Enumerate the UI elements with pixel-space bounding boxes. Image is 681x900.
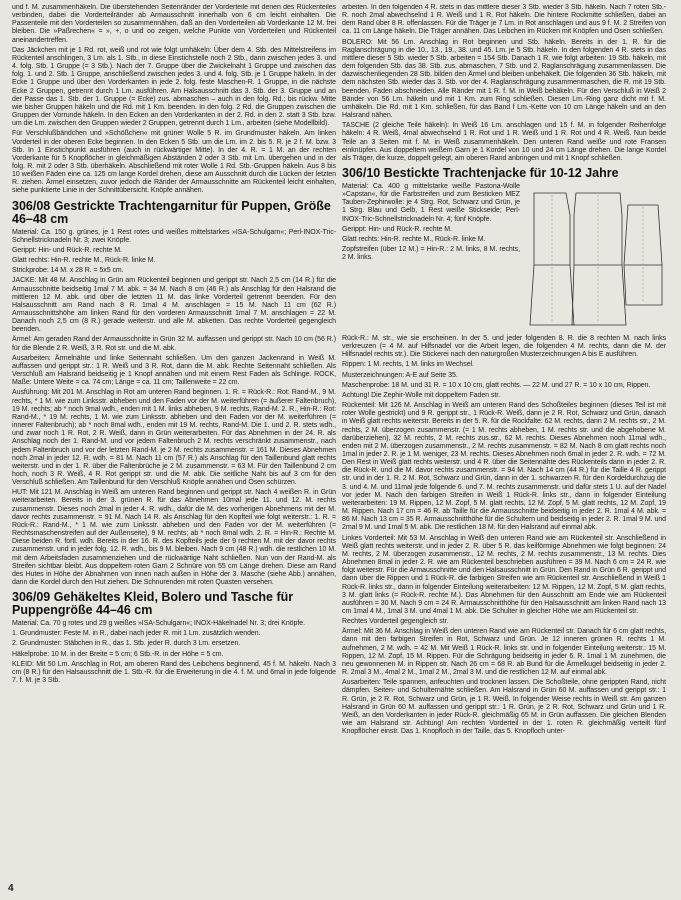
pattern-pieces <box>526 185 666 335</box>
paragraph: Material: Ca. 400 g mittelstarke weiße Pastona-Wolle »Capstan«, für die Farbstreifen und zum Besticken MEZ Tauben-Zephirwolle: je 4 Strg. Rot, Schwarz und Grün, je 1 Strg. Blau und Gelb, 1 Rest weiße Stickseide; Perl-INOX-Tric-Schnellstricknadeln Nr. 4; fünf Knöpfe. <box>342 182 520 223</box>
paragraph: Maschenprobe: 18 M. und 31 R. = 10 x 10 cm, glatt rechts. — 22 M. und 27 R. = 10 x 10 cm, Rippen. <box>342 381 651 389</box>
paragraph: Rück-R.: M. str., wie sie erscheinen. In der 5. und jeder folgenden 8. R. die 8 rechten M. nach links verkreuzen (= 4 M. auf Hilfsnadel vor die Arbeit legen, die folgenden 4 M. rechts, dann die M. der Hilfsnadel rechts str.). Die Stickerei nach den naturgroßen Musterzeichnungen A bis E ausführen. <box>342 334 666 359</box>
left-column <box>12 4 336 888</box>
paragraph: Das Jäckchen mit je 1 Rd. rot, weiß und rot wie folgt umhäkeln: Über dem 4. Stb. des Mittelstreifens im Rückenteil anschlingen, 3 Lm. als 1. Stb., in diese Einstichstelle noch 2 Stb., dann zwischen jedes 3. und 4. folg. Stb. 1 Gruppe (= 3 Stb.). Nach der 7. Gruppe über die Zwickelnaht 1 Gruppe und zwischen das folg. 1. und 2. Stb. 1 Gruppe, anschließend zwischen jedes 3. und 4. folg. Stb. je 1 Gruppe häkeln. In der Ecke 1 Gruppe und über den Vorderkanten in jede 2. folg. feste Maschen-R. 1 Gruppe, in die nächste Ecke 2 Gruppen, getrennt durch 1 Lm. ausführen. Am Halsausschnitt das 3. Stb. der 3. Gruppe und an der Passe das 1. Stb. der 1. Gruppe (= Ecke) zus. abmaschen – auch in den folg. Rd.; bis rückw. Mitte wie bisher Gruppen häkeln und die Rd. mit 1 Km. beenden. In den folg. 2 Rd. die Gruppen zwischen die Gruppen der Vorrunde häkeln. In den Ecken an den Vorderkanten in der 2. Rd. in den 2. statt 3 Stb. bzw. um die Lm. zwischen den Gruppen wieder 2 Gruppen, getrennt durch 1 Lm., arbeiten (siehe Modellbild). <box>12 46 336 128</box>
paragraph: Zopfstreifen (über 12 M.) = Hin-R.: 2 M. links, 8 M. rechts, 2 M. links. <box>342 246 520 262</box>
paragraph: arbeiten. In den folgenden 4 R. stets in das mittlere dieser 3 Stb. wieder 3 Stb. häkeln. Nach 7 roten Stb.-R. noch 2mal abwechselnd 1 R. Weiß und 1 R. Rot häkeln. Die hintere Rockmitte schließen, dabei an dem Rand über 8 R. offenlassen. Für die Träger je 7 Lm. in Rot anschlagen und aus 9 f. M. 2 Streifen von ca. 11 cm Länge häkeln. Die Träger annähen. Das Leibchen im Rücken mit Knöpfen und Ösen schließen. <box>342 4 666 36</box>
paragraph: Ausführung: Mit 201 M. Anschlag in Rot am unteren Rand beginnen. 1. R. = Rück-R.: Rot: Rand-M., 9 M. rechts, * 1 M. wie zum Linksstr. abheben und den Faden vor der M. weiterführen (= äußerer Faltenbruch), 19 M. rechts; ab * noch 9mal wdh., enden mit 1 M. links abheben, 9 M. rechts, Rand-M. 2. R., Hin-R.: Rot: Rand-M., * 19 M. rechts, 1 M. wie zum Linksstr. abheben und den Faden vor der M. weiterführen (= innerer Faltenbruch); ab * noch 8mal wdh., enden mit 19 M. rechts, Rand-M. Die 1. und 2. R. stets wdh., und zwar noch 1 R. Rot, 2 R. Weiß, dann in Grün weiterarbeiten. Für das Abnehmen in der 24. R. als Anschlag noch der 1. Rand-M. und vor jedem Faltenbruch 2 M. rechts verschränkt zusammenstr., nach jedem Faltenbruch und vor der letzten Rand-M. je 2 M. rechts zusammenstr. = 161 M. Dieses Abnehmen noch 2mal in jeder 12. R. wdh. = 81 M. Nach 11 cm (57 R.) als Anschlag für den Taillenbund glatt rechts weiterstr. und in der 1. R. über die Faltenbrüche je 2 M. zusammenstr. = 63 M. Für den Taillenbund 2 cm hoch, noch 3 R. Weiß, 4 R. Rot gerippt str. und die M. abk. Die seitliche Naht bis auf 3 cm für den Verschluß schließen. Am Taillenbund für den Verschluß Knöpfe annähen und Ösen schürzen. <box>12 389 336 487</box>
section-heading: 306/09 Gehäkeltes Kleid, Bolero und Tasche für Puppengröße 44–46 cm <box>12 590 294 618</box>
paragraph: Glatt rechts: Hin-R. rechte M., Rück-R. linke M. <box>12 257 156 265</box>
paragraph: Ausarbeiten: Teile spannen, anfeuchten und trocknen lassen. Die Schoßteile, ohne gerippten Rand, nicht dämpfen. Seiten- und Schulternähte schließen. Am Halsrand in Grün 60 M. auffassen und gerippt str.: 1 R. Grün, je 2 R. Rot, Schwarz und Grün, je 1 R. Weiß. In folgender Weise rechts in Weiß str. Am ganzen Halsrand in Grün 60 M. auffassen und gerippt str.: 1 R. Grün, je 2 R. Rot, Schwarz und Grün und 1 R. Weiß, an den Vorderkanten in jeder Rück-R. gleichmäßig 65 M. in Grün auffassen. Die gleichen Blenden wie am Halsrand str. Achtung! Am rechten Vorderteil in der 1. roten R. gleichmäßig verteilt fünf Knopflöcher einstr. Das 1. Knopfloch in der Taille, das 5. Knopfloch unter- <box>342 679 666 736</box>
paragraph: Ärmel: Am geraden Rand der Armausschnitte in Grün 32 M. auffassen und gerippt str. Nach 10 cm (56 R.) für die Blende 2 R. Weiß, 3 R. Rot str. und die M. abk. <box>12 336 336 352</box>
paragraph: Achtung! Die Zephir-Wolle mit doppeltem Faden str. <box>342 391 501 399</box>
paragraph: Gerippt: Hin- und Rück-R. rechte M. <box>342 225 452 233</box>
paragraph: Gerippt: Hin- und Rück-R. rechte M. <box>12 246 122 254</box>
back-skirt-outline <box>572 265 626 325</box>
paragraph: Für Verschlußbändchen und »Schößchen« mit grüner Wolle 5 R. im Grundmuster häkeln. Am linken Vorderteil in der oberen Ecke beginnen. In den Ecken 5 Stb. um die Lm. im 2. bis 5. R. je 2 f. M. bzw. 3 Stb. In 1 Einstichpunkt ausführen (auch in rückwärtiger Mitte). In der 4. R. = 1 M. an der rechten Vorderkante für 5 Knopflöcher in gleichmäßigen Abständen 2 oder 3 Stb. mit Lm. übergehen und in der folg. R. mit 2 oder 3 Stb. überhäkeln. Abschließend mit roter Wolle 1 Rd. Stb.-Gruppen häkeln. Aus 8 bis 10 weißen Fäden eine ca. 125 cm lange Kordel drehen, diese am Ausschnitt durch die Lücken der letzten R. ziehen. Ärmel einsetzen, zuvor jedoch die Ränder der Armausschnitte am Rückenteil leicht einhalten, siehe punktierte Linie in der Schnittübersicht. Knöpfe annähen. <box>12 130 336 195</box>
paragraph: BOLERO: Mit 56 Lm. Anschlag in Rot beginnen und Stb. häkeln. Bereits in der 1. R. für die Raglanschrägung in die 10., 13., 19., 38. und 45. Lm. je 5 Stb. häkeln. In den folgenden 4 R. stets in das mittlere dieser 5 Stb. wieder 5 Stb. arbeiten = 154 Stb. Danach 1 R. wie folgt arbeiten: 19 Stb. häkeln, mit dem folgenden Stb. das 38. Stb. zus. abmaschen, 7 Stb. und 2. Raglanschrägung zusammenlassen. Die dazwischenliegenden 28 Stb. bilden den Ärmel und bleiben unbehäkelt. Die folgenden 36 Stb. häkeln, mit dem nächsten Stb. wieder das 3. Stb. vor der 4. Raglanschrägung zusammenmaschen, die R. mit 19 Stb. beenden. Faden abschneiden. Alle Ränder mit 1 R. f. M. in Weiß behäkeln. Für den Verschluß in Weiß 2 Bänder von 56 Lm. häkeln und mit 1 Km. zum Ring schließen. Diesen Lm.-Ring ganz dicht mit f. M. umhäkeln. Die Rd. mit 1 Km. schließen, für das Band f Lm.-Kette von 10 cm Länge häkeln und an den Halsrand nähen. <box>342 38 666 120</box>
paragraph: Rückenteil: Mit 126 M. Anschlag in Weiß am unteren Rand des Schoßteiles beginnen (dieses Teil ist mit roter Wolle gestrickt) und 9 R. gerippt str., 1 Rück-R. Weiß, dann je 2 R. Rot, Schwarz und Grün, danach in Weiß glatt rechts weiterstr. Bereits in der 5. R. für die Rockfalte: 62 M. rechts, dann 2 M. rechts str., 2 M. rechts, 2 M. überzogen zusammenstr. (= 1 M. rechts abheben, 1 M. rechts str. und die abgehobene M. darüberziehen), 32 M. rechts, 2 M. rechts zus.str., 62 M. rechts. Dieses Abnehmen noch 11mal wdh., enden mit 2 M. überzogen zusammenstr., 2 M. rechts zusammenstr. = 82 M. Nach 8 cm glatt rechts noch 1mal in jeder 2. R. je 1 M. weniger, 23 M. rechts. Dieses Abnehmen noch 6mal in jeder 2. R. wdh. = 72 M. Den Rest in Weiß glatt rechts weiterstr. und 4 R. über die Seitennähte des Rückenteils dann in jeder 2. R. die Rück-R. und die M. davor rechts zusammenstr. = 94 M. Nach 14 cm (44 R.) für die Taille 4 R. gerippt str. und in der 1. R. 2 M. Rot, Schwarz und Grün, dann in der 1. schwarzen R. für den Kordeldurchzug die 3. und 4. M. und 11mal jede folgende 6. und 7. M. rechts zusammenstr. und dafür stets 1 U. auf der Nadel vor jeder M. Nach den farbigen Streifen in Weiß 1 Rück-R. links str., dann in folgender Einteilung weiterarbeiten: 19 M. Rippen, 12 M. Zopf, 5 M. glatt rechts, 12 M. Zopf, 5 M. glatt rechts, 12 M. Zopf, 19 M. Rippen. Nach 17 cm = 46 R. ab Taille für die Armausschnitte beidseitig in jeder 2. R. 1mal 4 M. abk. = 86 M. Nach 13 cm = 35 R. Armausschnitthöhe für die Schultern und beidseitig in jeder 2. R. 1mal 9 M. und 2mal 9 M. und 1mal 5 M. abk. Die restlichen 18 M. für den Halsrand auf einmal abk. <box>342 402 666 532</box>
paragraph: HUT: Mit 121 M. Anschlag in Weiß am unteren Rand beginnen und gerippt str. Nach 4 weißen R. in Grün weiterarbeiten. Bereits in der 3. grünen R. für das Abnehmen 10mal jede 11. und 12. M. rechts zusammenstr. Dieses noch 2mal in jeder 4. R. wdh., dafür die M. des vorherigen Abnehmens mit der M. davor rechts zusammenstr. = 91 M. Nach 14 R. als Anschlag für den Kopfteil wie folgt weiterstr.: 1. R. = Rück-R.: Rand-M., * 1 M. wie zum Linksstr. abheben und den Faden vor der M. weiterführen (= Rechtsmaschenstreifen auf der Außenseite), 9 M. rechts; ab * noch 8mal wdh. 2. R. = Hin-R.: Rechte M. Diese beiden R. fortl. wdh. Bereits in der 16. R. des Kopfteils jede der 9 rechten M. mit der davor rechts zusammenstr. und in jeder folg. 12. R. wdh., bis 9 M. bleiben. Nach 9 cm (48 R.) wdh. die restlichen 10 M. mit dem Arbeitsfaden zusammenziehen und die rückwärtige Naht schließen. Nun von der Rand-M. als Streifen sichtbar bleibt. Aus doppeltem roten Garn 2 Schnüre von 55 cm Länge drehen. Diese am Rand des Hutes in Höhe der Abnahmen von innen nach außen in Höhe der 3. Masche (siehe Abb.) annähen, dann die Kordel durch den Hut ziehen. Die Schnurenden mit roten Quasten versehen. <box>12 489 336 586</box>
page-number: 4 <box>8 883 14 894</box>
sewing-pattern-diagram <box>526 185 666 335</box>
paragraph: 1. Grundmuster: Feste M. in R., dabei nach jeder R. mit 1 Lm. zusätzlich wenden. <box>12 630 261 638</box>
paragraph: Linkes Vorderteil: Mit 53 M. Anschlag in Weiß den unteren Rand wie am Rückenteil str. Anschließend in Weiß glatt rechts weiterstr. und in jeder 2. R. über 5 R. das keilförmige Abnehmen wie folgt beginnen: 24 M. rechts, 2 M. überzogen zusammenstr., 12 M. rechts, 2 M. rechts zusammenstr., 13 M. rechts. Dies Abnehmen 8mal in jeder 2. R. wie am Rückenteil beschrieben ausführen = 39 M. Nach 6 cm = 24 R. wie folgt weiterstr. Für die Armausschnitte und den Halsausschnitt in Grün. Den Rand in Grün 6 R. gerippt und dann über die Rippen und 1 Rück-R. die farbigen Streifen wie am Rückenteil str. Anschließend in Weiß 1 Rück-R. links str., dann in folgender Einteilung weiterarbeiten: 12 M. Rippen, 12 M. Zopf, 5 M. glatt rechts, 3 M. glatt links (= Rück-R. rechte M.). Das Abnehmen für den Ausschnitt am Ende wie am Rückenteil ausführen = 30 M. Nach 9 cm = 24 R. Armausschnitthöhe für den Halsausschnitt am linken Rand nach 13 cm 1mal 4 M., 1mal 3 M. und 4mal 1 M. abk. Die Schulter in gleicher Höhe wie am Rückenteil str. <box>342 534 666 615</box>
paragraph: und f. M. zusammenhäkeln. Die überstehenden Seitenränder der Vorderteile mit denen des Rückenteiles verbinden, dabei die Vorderteilränder ab Armausschnitt innerhalb von 6 cm leicht einhalten. Die Passenteile mit den Vorderteilen so zusammennähen, daß an den Vorderteilen ab Vorderkante 12 M. frei bleiben. Die »Paßrechen« = », +, o und oo zeigen, welche Punkte von Vorderteilen und Rückenteil aneinandertreffen. <box>12 4 336 44</box>
paragraph: Material: Ca. 150 g. grünes, je 1 Rest rotes und weißes mittelstarkes »ISA-Schulgarn«; Perl-INOX-Tric-Schnellstricknadeln Nr. 3; zwei Knöpfe. <box>12 228 336 244</box>
paragraph: Ausarbeiten: Ärmelnähte und linke Seitennaht schließen. Um den ganzen Jackenrand in Weiß M. auffassen und gerippt str.: 1 R. Weiß und 3 R. Rot, dann die M. abk. Rechte Seitennaht schließen. Als Verschluß am Halsrand beidseitig je 1 Knopf annähen und mit einem Rest Faden als Schlinge. ROCK, Maße: Untere Weite = ca. 74 cm; Länge = ca. 11 cm; Taillenweite = 22 cm. <box>12 354 336 387</box>
paragraph: Musterzeichnungen: A-E auf Seite 35. <box>342 371 458 379</box>
material-with-pattern <box>342 183 666 335</box>
paragraph: JACKE: Mit 48 M. Anschlag in Grün am Rückenteil beginnen und gerippt str. Nach 2,5 cm (14 R.) für die Armausschnitte beidseitig 1mal 7 M. abk. = 34 M. Nach 8 cm (46 R.) als Anschlag für den Halsrand die mittleren 12 M. abk. und über die letzten 11 M. das linke Vorderteil getrennt beenden. Für den Halsausschnitt am Rand nach 8 R. 1mal 4 M. anschlagen = 15 M. Nach 11 cm (62 R.) Armausschnittshöhe am linken Rand für den vorderen Armausschnitt 1mal 7 M. anschlagen = 22 M. Danach noch 2,5 cm (8 R.) gerade weiterstr. und alle M. abketten. Das rechte Vorderteil gegengleich beenden. <box>12 277 336 334</box>
paragraph: 2. Grundmuster: Stäbchen in R., das 1. Stb. jeder R. durch 3 Lm. ersetzen. <box>12 640 241 648</box>
right-column <box>342 4 666 888</box>
paragraph: Material: Ca. 70 g rotes und 29 g weißes »ISA-Schulgarn«; INOX-Häkelnadel Nr. 3; drei Knöpfe. <box>12 620 306 628</box>
paragraph: Ärmel: Mit 36 M. Anschlag in Weiß den unteren Rand wie am Rückenteil str. Danach für 6 cm glatt rechts, dann mit den farbigen Streifen in Rot, Schwarz und Grün. Je 12 inneren grünen R. rechts 1 M. aufnehmen, 2 M. wdh. = 42 M. Mit Weiß 1 Rück-R. links str. und in folgender Einteilung weiterstr.: 15 M. Rippen, 12 M. Zopf, 15 M. Rippen. Für die Schrägung beidseitig in jeder 6. R. 1mal 1 M. zunehmen, die neu gewonnenen M. in Rippen str. Nach 26 cm = 68 R. ab Bund für die Ärmelkugel beidseitig in jeder 2. R. 2mal 3 M., 4mal 2 M., 1mal 2 M., 2mal 3 M. und die restlichen 12 M. auf einmal abk. <box>342 628 666 677</box>
paragraph: Strickprobe: 14 M. x 28 R. = 5x5 cm. <box>12 267 124 275</box>
paragraph: KLEID: Mit 50 Lm. Anschlag in Rot, am oberen Rand des Leibchens beginnend, 45 f. M. häkeln. Nach 3 cm (8 R.) für den Halsausschnitt die 1. Stb.-R. für die Erweiterung in die 4. f. M. und 6mal in jede folgende 7. f. M. je 3 Stb. <box>12 660 336 685</box>
paragraph: Glatt rechts: Hin-R. rechte M., Rück-R. linke M. <box>342 235 486 243</box>
section-heading: 306/10 Bestickte Trachtenjacke für 10-12 Jahre <box>342 165 619 180</box>
paragraph: TASCHE (2 gleiche Teile häkeln): In Weiß 16 Lm. anschlagen und 15 f. M. in folgender Reihenfolge häkeln: 4 R. Weiß, 4mal abwechselnd 1 R. Rot und 1 R. Weiß und 1 R. Rot und 4 R. Weiß. Nun beide Teile an 3 Seiten mit f. M. in Weiß zusammenhäkeln. Den unteren Rand weiße und rote Fransen einknüpfen. Aus doppeltem weißem Garn je 1 Kordel von 10 und 24 cm Länge drehen. Die lange Kordel als Träger, die kurze, doppelt gelegt, am oberen Rand anbringen und mit 1 Knopf schließen. <box>342 122 666 162</box>
paragraph: Häkelprobe: 10 M. in der Breite = 5 cm; 6 Stb.-R. in der Höhe = 5 cm. <box>12 650 224 658</box>
paragraph: Rippen: 1 M. rechts, 1 M. links im Wechsel. <box>342 361 474 369</box>
section-heading: 306/08 Gestrickte Trachtengarnitur für Puppen, Größe 46–48 cm <box>12 198 331 226</box>
paragraph: Rechtes Vorderteil gegengleich str. <box>342 618 449 626</box>
